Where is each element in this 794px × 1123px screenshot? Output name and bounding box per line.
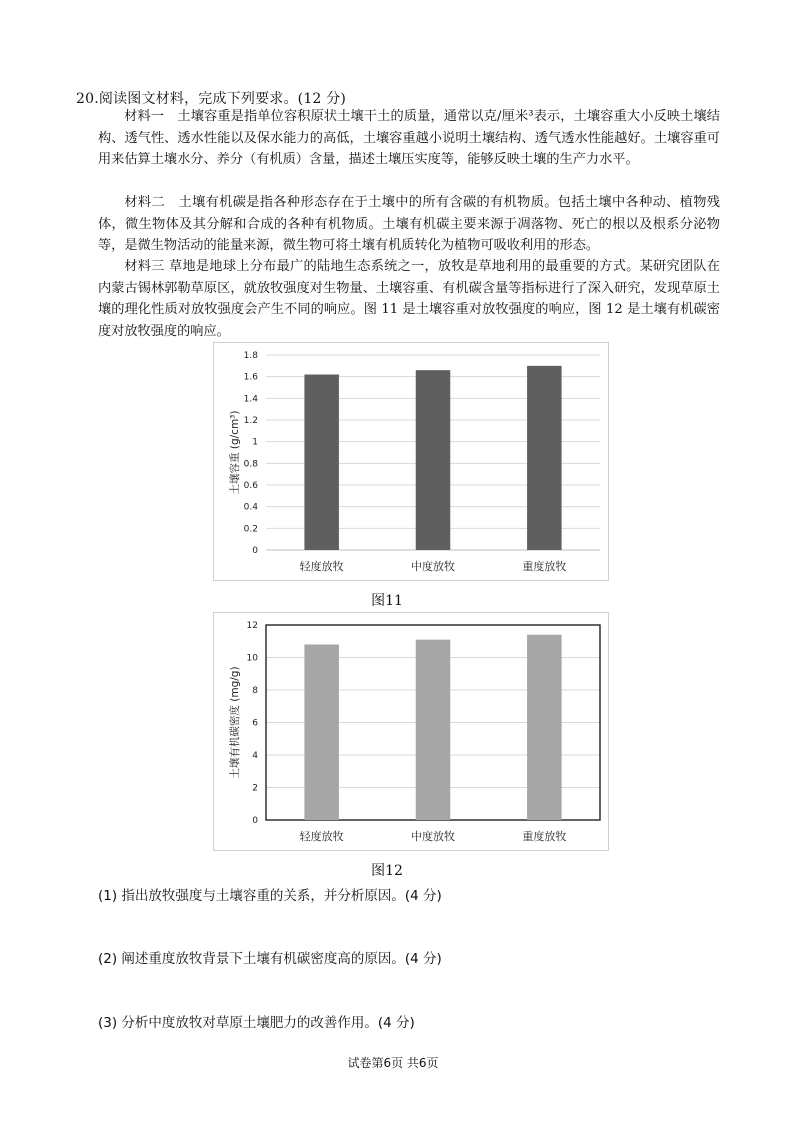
y-tick-label: 1.4 bbox=[243, 394, 258, 405]
y-tick-label: 10 bbox=[246, 653, 258, 664]
bar-1 bbox=[304, 645, 339, 821]
material-two-text: 材料二 土壤有机碳是指各种形态存在于土壤中的所有含碳的有机物质。包括土壤中各种动、植物残体，微生物体及其分解和合成的各种有机物质。土壤有机碳主要来源于凋落物、死亡的根以及根系分泌物等，是微生物活动的能量来源，微生物可将土壤有机质转化为植物可吸收利用的形态。 bbox=[98, 195, 720, 254]
y-tick-label: 4 bbox=[252, 751, 258, 761]
y-tick-label: 0 bbox=[252, 546, 258, 556]
y-tick-label: 1.6 bbox=[243, 372, 258, 383]
figure-11-caption: 图11 bbox=[371, 593, 403, 609]
y-tick-label: 0.8 bbox=[243, 459, 258, 470]
material-two bbox=[98, 192, 720, 257]
y-tick-label: 8 bbox=[252, 686, 258, 696]
x-category-label: 重度放牧 bbox=[522, 560, 567, 573]
x-category-label: 轻度放牧 bbox=[299, 560, 344, 573]
y-tick-label: 0.4 bbox=[243, 502, 258, 513]
y-tick-label: 1.8 bbox=[243, 351, 258, 361]
x-category-label: 重度放牧 bbox=[522, 830, 567, 843]
question-header: 20.阅读图文材料，完成下列要求。(12 分) bbox=[76, 91, 347, 107]
material-one-text: 材料一 土壤容重是指单位容积原状土壤干土的质量，通常以克/厘米³表示，土壤容重大小反映土壤结构、透气性、透水性能以及保水能力的高低，土壤容重越小说明土壤结构、透气透水性能越好。土壤容重可用来估算土壤水分、养分（有机质）含量，描述土壤压实度等，能够反映土壤的生产力水平。 bbox=[98, 109, 720, 168]
figure-11-chart bbox=[213, 342, 609, 581]
y-axis-title: 土壤有机碳密度 (mg/g) bbox=[229, 666, 241, 779]
x-category-label: 轻度放牧 bbox=[299, 830, 344, 843]
material-three-text: 材料三 草地是地球上分布最广的陆地生态系统之一，放牧是草地利用的最重要的方式。某研究团队在内蒙古锡林郭勒草原区，就放牧强度对生物量、土壤容重、有机碳含量等指标进行了深入研究，发现草原土壤的理化性质对放牧强度会产生不同的响应。图 11 是土壤容重对放牧强度的响应，图 12 是土壤有机碳密度对放牧强度的响应。 bbox=[98, 259, 720, 339]
y-axis-title: 土壤容重 (g/cm³) bbox=[229, 410, 241, 495]
figure-12-caption: 图12 bbox=[371, 863, 403, 879]
bar-2 bbox=[416, 370, 451, 550]
y-tick-label: 2 bbox=[252, 783, 258, 794]
material-three bbox=[98, 256, 720, 342]
y-tick-label: 0.6 bbox=[243, 481, 258, 491]
y-tick-label: 6 bbox=[252, 718, 258, 729]
figure-12-chart bbox=[213, 612, 609, 851]
bar-1 bbox=[304, 375, 339, 551]
bar-3 bbox=[527, 635, 562, 820]
sub-question-3: (3) 分析中度放牧对草原土壤肥力的改善作用。(4 分) bbox=[98, 1015, 415, 1031]
bar-3 bbox=[527, 366, 562, 550]
y-tick-label: 0 bbox=[252, 816, 258, 826]
soil-bulk-density-chart bbox=[214, 343, 608, 580]
x-category-label: 中度放牧 bbox=[411, 830, 455, 843]
x-category-label: 中度放牧 bbox=[411, 560, 455, 573]
material-one bbox=[98, 106, 720, 171]
y-tick-label: 12 bbox=[246, 621, 258, 631]
sub-question-2: (2) 阐述重度放牧背景下土壤有机碳密度高的原因。(4 分) bbox=[98, 951, 442, 967]
y-tick-label: 1.2 bbox=[243, 416, 258, 426]
sub-question-1: (1) 指出放牧强度与土壤容重的关系，并分析原因。(4 分) bbox=[98, 888, 442, 904]
soil-organic-carbon-chart bbox=[214, 613, 608, 850]
y-tick-label: 1 bbox=[252, 437, 258, 448]
page-footer: 试卷第6页 共6页 bbox=[347, 1056, 439, 1070]
bar-2 bbox=[416, 640, 451, 820]
y-tick-label: 0.2 bbox=[243, 524, 258, 535]
